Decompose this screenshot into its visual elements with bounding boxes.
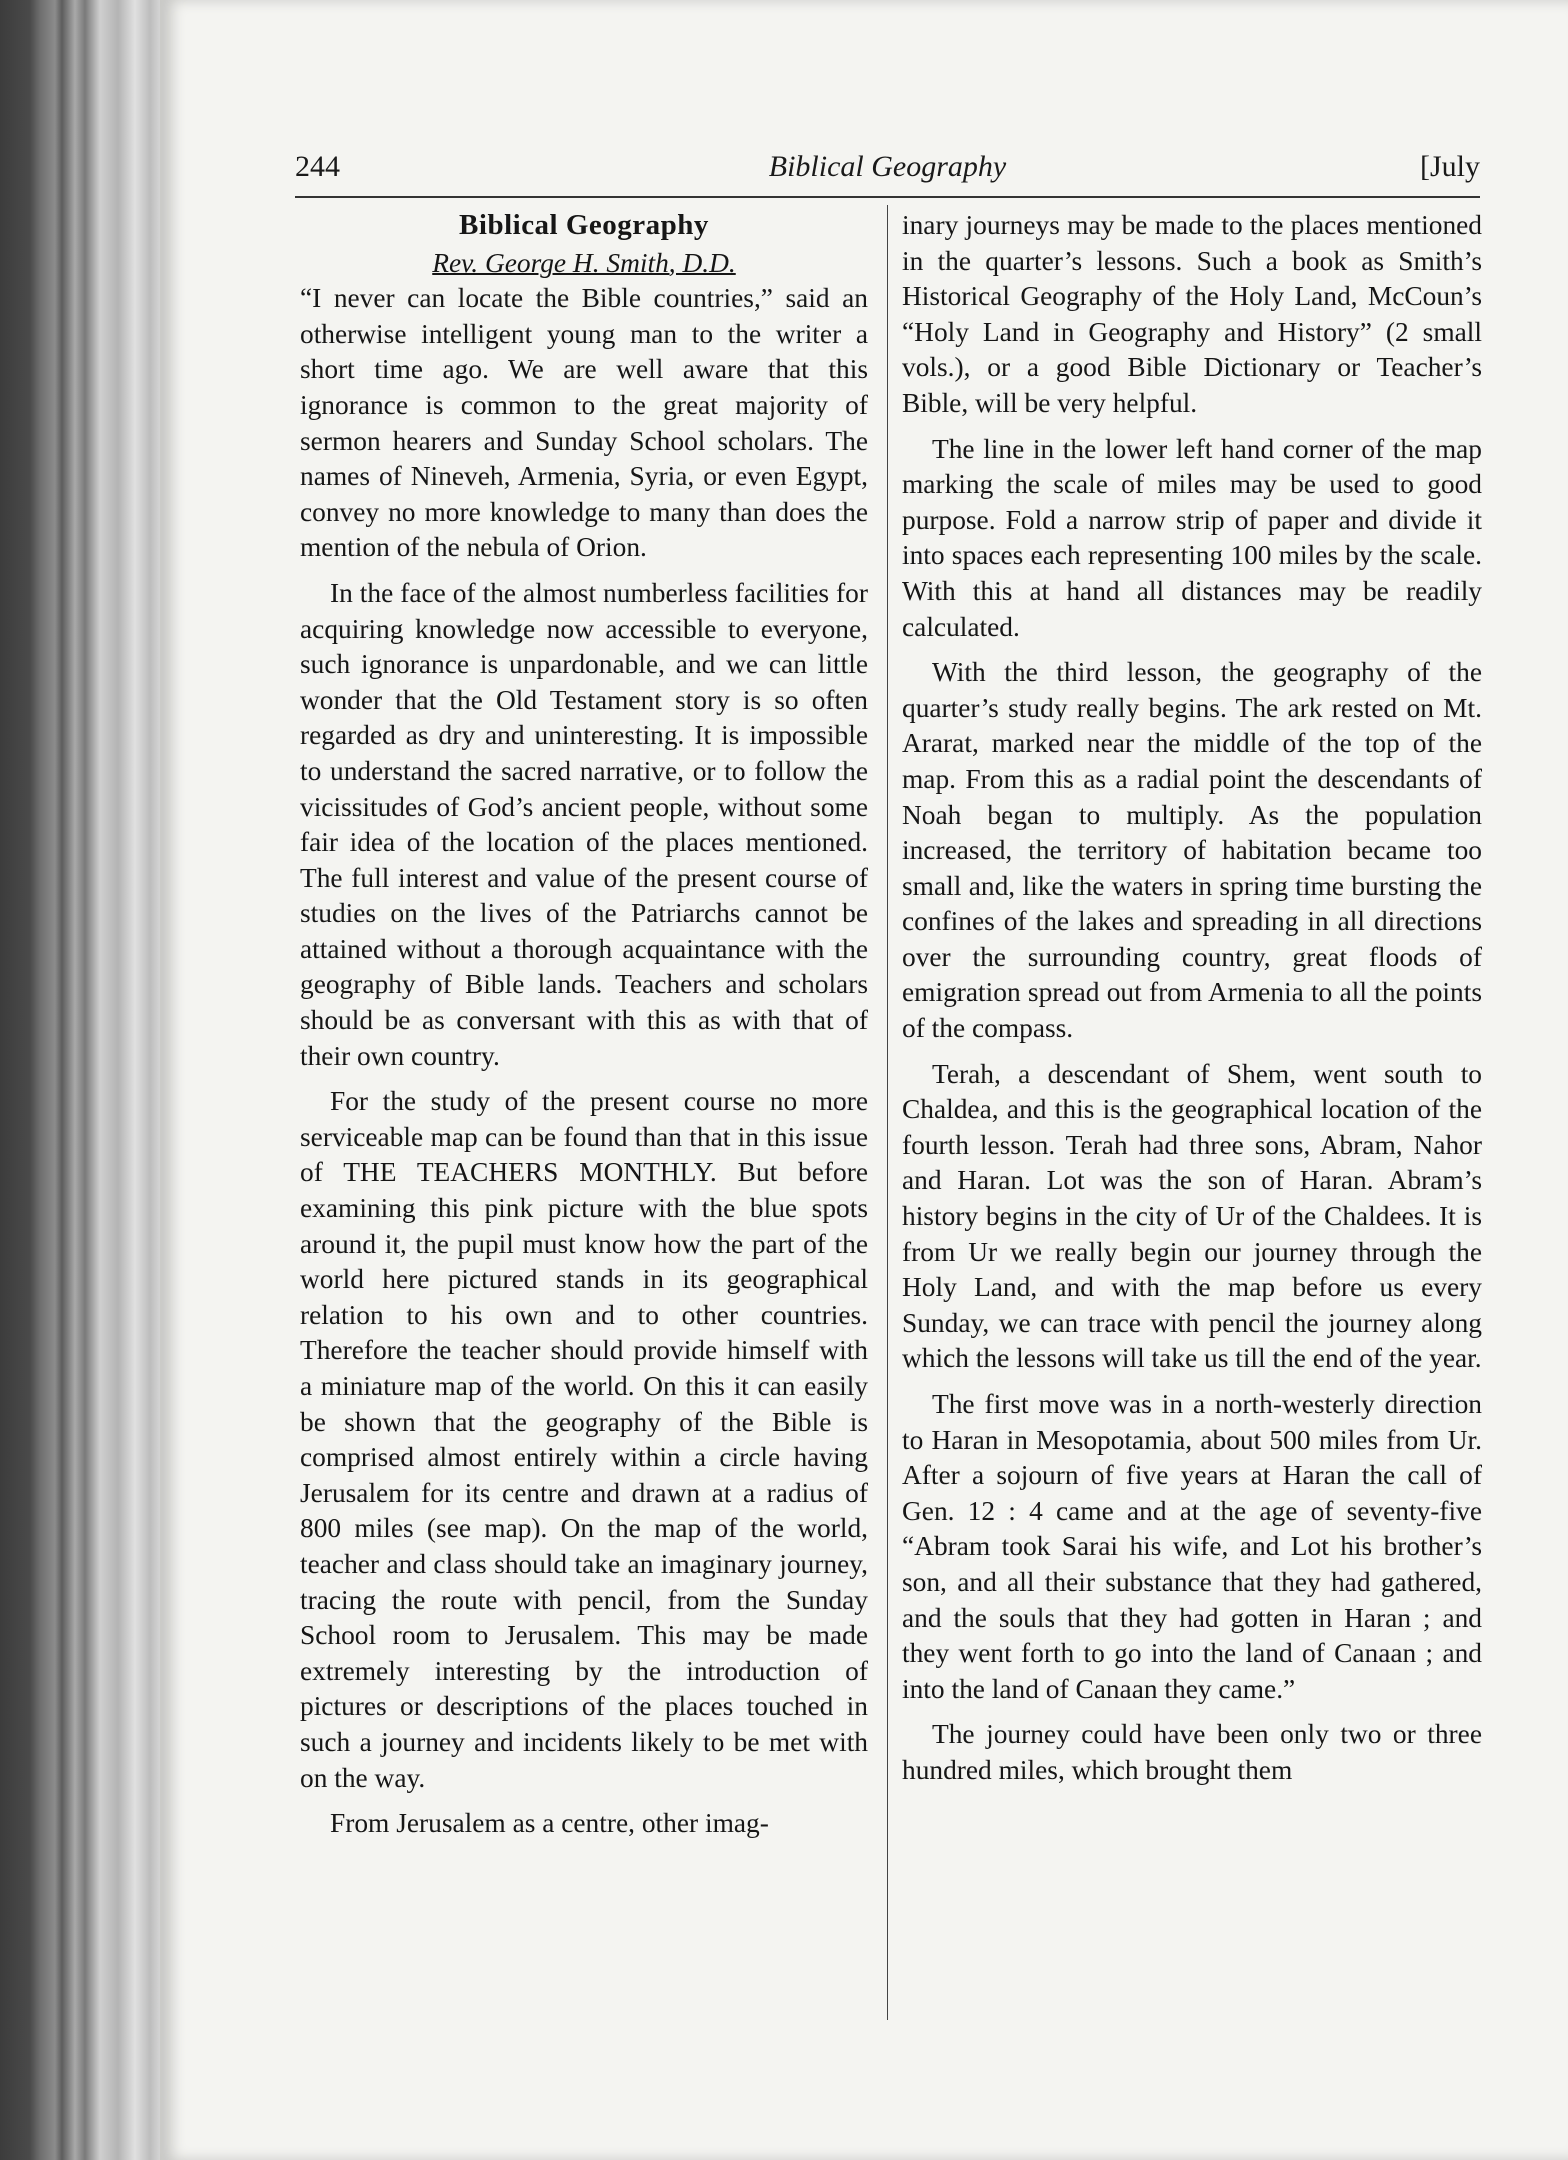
page-number: 244 [295,150,340,183]
left-column [300,208,868,1852]
paragraph: inary journeys may be made to the places mentioned in the quarter’s lessons. Such a book as Smith’s Historical Geography of the Holy Land, McCoun’s “Holy Land in Geography and History” (2 small vols.), or a good Bible Dictionary or Teacher’s Bible, will be very helpful. [902,210,1482,418]
article-title: Biblical Geography [459,209,709,241]
column-divider [887,205,888,2020]
paragraph: Terah, a descendant of Shem, went south to Chaldea, and this is the geographical location of the fourth lesson. Terah had three sons, Abram, Nahor and Haran. Lot was the son of Haran. Abram’s history begins in the city of Ur of the Chaldees. It is from Ur we really begin our journey through the Holy Land, and with the map before us every Sunday, we can trace with pencil the journey along which the lessons will take us till the end of the year. [902,1058,1482,1374]
right-column [902,208,1482,1799]
paragraph: The first move was in a north-westerly direction to Haran in Mesopotamia, about 500 miles from Ur. After a sojourn of five years at Haran the call of Gen. 12 : 4 came and at the age of seventy-five “Abram took Sarai his wife, and Lot his brother’s son, and all their substance that they had gathered, and the souls that they had gotten in Haran ; and they went forth to go into the land of Canaan ; and into the land of Canaan they came.” [902,1389,1482,1704]
paragraph: With the third lesson, the geography of the quarter’s study really begins. The ark rested on Mt. Ararat, marked near the middle of the top of the map. From this as a radial point the descendants of Noah began to multiply. As the population increased, the territory of habitation became too small and, like the waters in spring time bursting the confines of the lakes and spreading in all directions over the surrounding country, great floods of emigration spread out from Armenia to all the points of the compass. [902,657,1482,1044]
paragraph: “I never can locate the Bible countries,” said an otherwise intelligent young man to the writer a short time ago. We are well aware that this ignorance is common to the great majority of sermon hearers and Sunday School scholars. The names of Nineveh, Armenia, Syria, or even Egypt, convey no more knowledge to many than does the mention of the nebula of Orion. [300,283,868,563]
header-rule [295,196,1480,198]
paragraph: The journey could have been only two or three hundred miles, which brought them [902,1719,1482,1785]
running-header [295,150,1480,190]
book-page [160,0,1568,2160]
paragraph: For the study of the present course no more serviceable map can be found than that in this issue of THE TEACHERS MONTHLY. But before examining this pink picture with the blue spots around it, the pupil must know how the part of the world here pictured stands in its geographical relation to his own and to other countries. Therefore the teacher should provide himself with a miniature map of the world. On this it can easily be shown that the geography of the Bible is comprised almost entirely within a circle having Jerusalem for its centre and drawn at a radius of 800 miles (see map). On the map of the world, teacher and class should take an imaginary journey, tracing the route with pencil, from the Sunday School room to Jerusalem. This may be made extremely interesting by the introduction of pictures or descriptions of the places touched in such a journey and incidents likely to be met with on the way. [300,1086,868,1793]
running-title: Biblical Geography [768,150,1007,183]
paragraph: The line in the lower left hand corner of the map marking the scale of miles may be used to good purpose. Fold a narrow strip of paper and divide it into spaces each representing 100 miles by the scale. With this at hand all distances may be readily calculated. [902,433,1482,642]
paragraph: From Jerusalem as a centre, other imag- [330,1808,769,1839]
byline-text: Rev. George H. Smith, D.D. [432,247,736,278]
paragraph: In the face of the almost numberless facilities for acquiring knowledge now accessible to everyone, such ignorance is unpardonable, and we can little wonder that the Old Testament story is so often regarded as dry and uninteresting. It is impossible to understand the sacred narrative, or to follow the vicissitudes of God’s ancient people, without some fair idea of the location of the places mentioned. The full interest and value of the present course of studies on the lives of the Patriarchs cannot be attained without a thorough acquaintance with the geography of Bible lands. Teachers and scholars should be as conversant with this as with that of their own country. [300,577,868,1071]
article-byline [300,246,868,282]
issue-month: [July [1420,150,1480,183]
book-page-edges [0,0,170,2160]
